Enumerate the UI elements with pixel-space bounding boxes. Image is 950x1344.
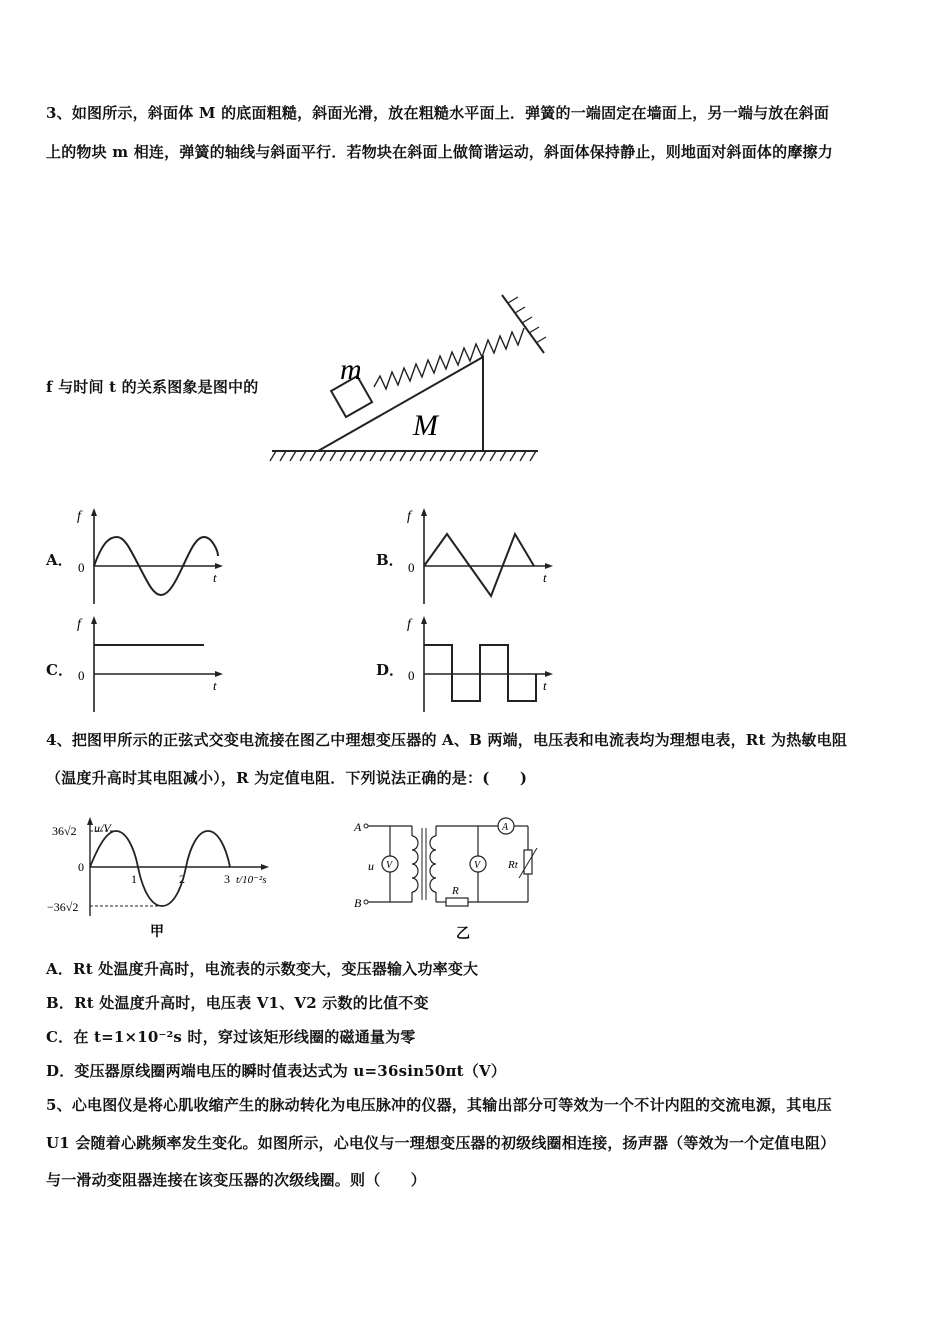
svg-text:V: V — [474, 860, 481, 871]
q4-option-a: A．Rt 处温度升高时，电流表的示数变大，变压器输入功率变大 — [46, 960, 479, 978]
svg-text:u: u — [368, 859, 374, 873]
q3-text-line-3: f 与时间 t 的关系图象是图中的 — [46, 378, 259, 396]
q3-option-c-graph — [70, 614, 230, 714]
svg-text:f: f — [407, 617, 411, 632]
svg-text:f: f — [77, 617, 81, 632]
q5-text-line-3: 与一滑动变阻器连接在该变压器的次级线圈。则（ ） — [46, 1171, 427, 1189]
svg-text:0: 0 — [78, 560, 85, 575]
svg-text:t: t — [543, 570, 547, 585]
wedge-label: M — [413, 409, 438, 442]
q4-text-line-2: （温度升高时其电阻减小），R 为定值电阻．下列说法正确的是：( ) — [46, 769, 528, 787]
svg-text:乙: 乙 — [456, 927, 470, 942]
q4-option-b: B．Rt 处温度升高时，电压表 V1、V2 示数的比值不变 — [46, 994, 429, 1012]
q3-option-c-label: C． — [46, 661, 73, 679]
block-label: m — [340, 353, 362, 386]
svg-text:t: t — [213, 678, 217, 693]
svg-text:A: A — [502, 822, 509, 833]
svg-text:0: 0 — [78, 860, 84, 874]
q4-text-line-1: 4、把图甲所示的正弦式交变电流接在图乙中理想变压器的 A、B 两端，电压表和电流表均为理想电表，Rt 为热敏电阻 — [46, 731, 848, 749]
svg-text:t: t — [213, 570, 217, 585]
svg-text:甲: 甲 — [150, 925, 164, 940]
svg-text:t: t — [543, 678, 547, 693]
svg-text:1: 1 — [131, 872, 137, 886]
svg-text:36√2: 36√2 — [52, 824, 77, 838]
svg-text:V: V — [386, 860, 393, 871]
q3-option-a-graph — [70, 506, 230, 606]
svg-text:0: 0 — [408, 560, 415, 575]
svg-text:f: f — [77, 509, 81, 524]
svg-text:B: B — [354, 896, 362, 910]
q5-text-line-2: U1 会随着心跳频率发生变化。如图所示，心电仪与一理想变压器的初级线圈相连接，扬声器（等效为一个定值电阻） — [46, 1134, 836, 1152]
q3-option-d-graph — [400, 614, 560, 714]
q4-figure-jia — [46, 812, 286, 942]
q3-text-line-2: 上的物块 m 相连，弹簧的轴线与斜面平行．若物块在斜面上做简谐运动，斜面体保持静止，则地面对斜面体的摩擦力 — [46, 143, 833, 161]
svg-text:2: 2 — [179, 872, 185, 886]
svg-text:u/V: u/V — [94, 821, 111, 835]
spring — [374, 328, 524, 389]
q3-option-b-label: B． — [376, 551, 404, 569]
svg-text:Rt: Rt — [508, 859, 518, 871]
q3-option-b-graph — [400, 506, 560, 606]
svg-text:3: 3 — [224, 872, 230, 886]
q4-option-d: D．变压器原线圈两端电压的瞬时值表达式为 u=36sin50πt（V） — [46, 1062, 507, 1080]
svg-text:0: 0 — [78, 668, 85, 683]
q3-option-d-label: D． — [376, 661, 405, 679]
svg-text:t/10⁻²s: t/10⁻²s — [236, 874, 267, 886]
incline-spring-figure — [268, 275, 568, 470]
q5-text-line-1: 5、心电图仪是将心肌收缩产生的脉动转化为电压脉冲的仪器，其输出部分可等效为一个不计内阻的交流电源，其电压 — [46, 1096, 832, 1114]
svg-text:A: A — [354, 820, 362, 834]
q4-option-c: C．在 t=1×10⁻²s 时，穿过该矩形线圈的磁通量为零 — [46, 1028, 416, 1046]
svg-text:R: R — [452, 885, 459, 897]
svg-text:f: f — [407, 509, 411, 524]
svg-text:−36√2: −36√2 — [47, 900, 79, 914]
q4-figure-yi — [348, 814, 548, 942]
svg-text:0: 0 — [408, 668, 415, 683]
q3-text-line-1: 3、如图所示，斜面体 M 的底面粗糙，斜面光滑，放在粗糙水平面上．弹簧的一端固定在墙面上，另一端与放在斜面 — [46, 104, 830, 122]
q3-option-a-label: A． — [46, 551, 73, 569]
